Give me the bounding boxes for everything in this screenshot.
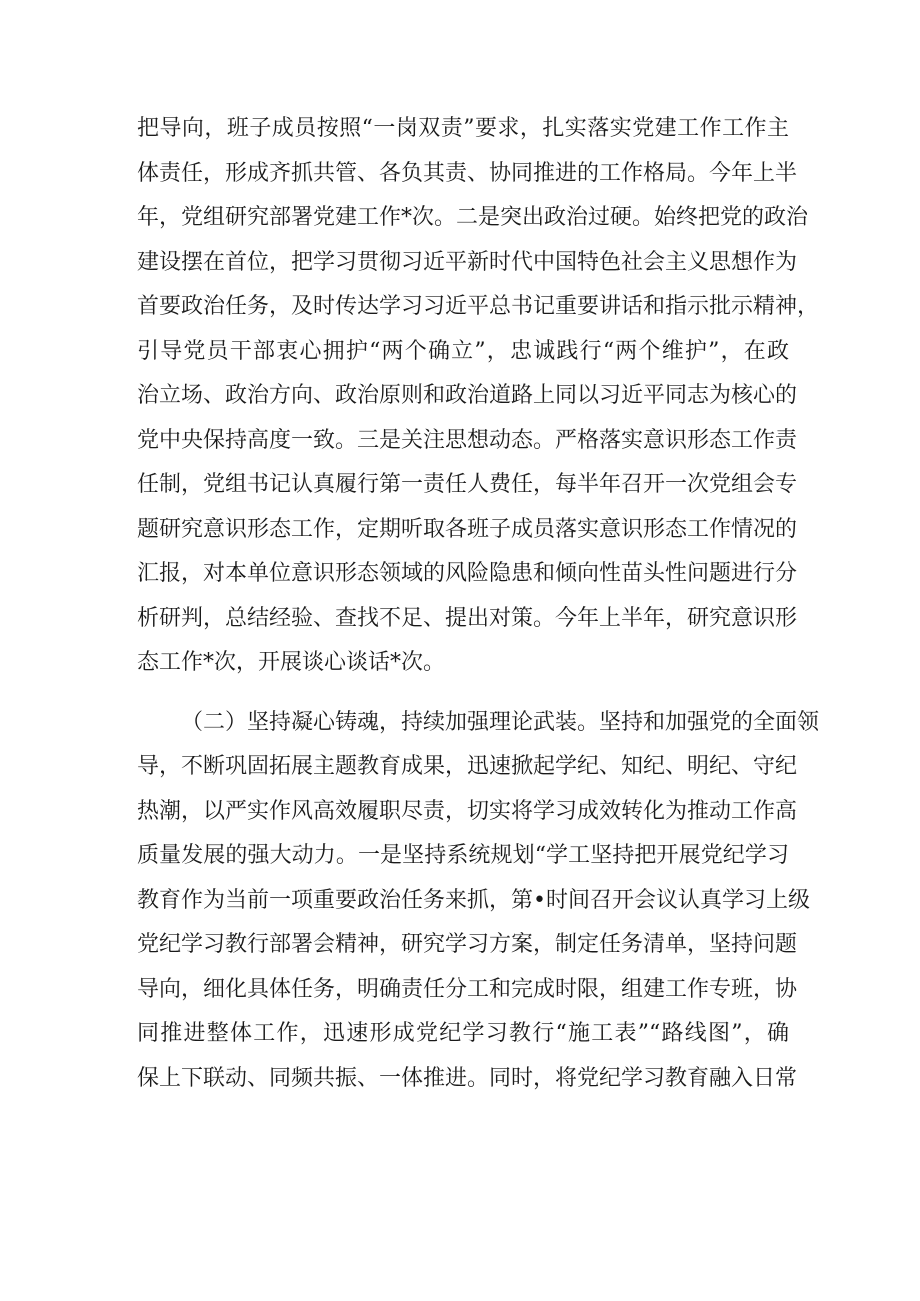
text-line: 党纪学习教行部署会精神，研究学习方案，制定任务清单，坚持问题 [137, 932, 798, 957]
text-line: 年，党组研究部署党建工作*次。二是突出政治过硬。始终把党的政治 [137, 205, 809, 230]
paragraph-spacer [137, 686, 789, 701]
paragraph-1 [137, 107, 820, 686]
section-heading-line: （二）坚持凝心铸魂，持续加强理论武装。坚持和加强党的全面领 [181, 709, 820, 735]
text-line: 党中央保持高度一致。三是关注思想动态。严格落实意识形态工作责 [137, 427, 798, 453]
text-line: 同推进整体工作，迅速形成党纪学习教行“施工表”“路线图”，确 [137, 1021, 789, 1046]
paragraph-2 [137, 701, 820, 1102]
text-line: 引导党员干部衷心拥护“两个确立”，忠诚践行“两个维护”，在政 [137, 338, 789, 364]
document-body [137, 107, 820, 1101]
text-line: 治立场、政治方向、政治原则和政治道路上同以习近平同志为核心的 [137, 383, 798, 408]
text-line: 体责任，形成齐抓共管、各负其责、协同推进的工作格局。今年上半 [137, 160, 798, 186]
text-line: 任制，党组书记认真履行第一责任人费任，每半年召开一次党组会专 [137, 472, 798, 497]
text-line: 题研究意识形态工作，定期听取各班子成员落实意识形态工作情况的 [137, 516, 798, 542]
text-line: 热潮，以严实作风高效履职尽责，切实将学习成效转化为推动工作高 [137, 798, 798, 824]
text-line: 导，不断巩固拓展主题教育成果，迅速掀起学纪、知纪、明纪、守纪 [137, 754, 798, 779]
text-line: 汇报，对本单位意识形态领域的风险隐患和倾向性苗头性问题进行分 [137, 561, 798, 586]
text-line: 保上下联动、同频共振、一体推进。同时，将党纪学习教育融入日常 [137, 1065, 798, 1091]
text-line: 导向，细化具体任务，明确责任分工和完成时限，组建工作专班，协 [137, 976, 798, 1002]
text-line: 质量发展的强大动力。一是坚持系统规划“学工坚持把开展党纪学习 [137, 843, 789, 868]
text-line: 首要政治任务，及时传达学习习近平总书记重要讲话和指示批示精神， [137, 294, 820, 319]
text-line: 建设摆在首位，把学习贯彻习近平新时代中国特色社会主义思想作为 [137, 249, 798, 275]
text-line: 态工作*次，开展谈心谈话*次。 [137, 650, 446, 675]
text-line: 析研判，总结经验、查找不足、提出对策。今年上半年，研究意识形 [137, 605, 798, 631]
text-line: 把导向，班子成员按照“一岗双责”要求，扎实落实党建工作工作主 [137, 116, 789, 141]
text-line: 教育作为当前一项重要政治任务来抓，第•时间召开会议认真学习上级 [137, 887, 810, 913]
